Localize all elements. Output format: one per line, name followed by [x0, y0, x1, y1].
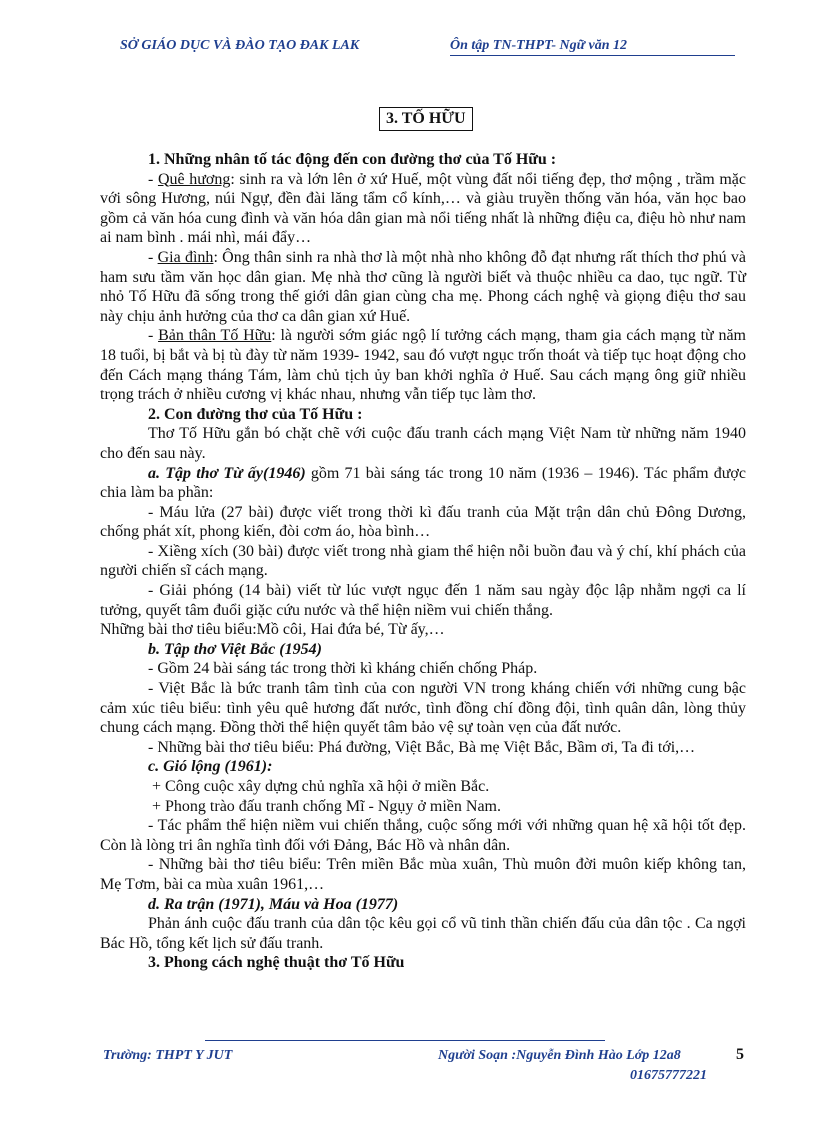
subsection-b-title: b. Tập thơ Việt Bắc (1954) — [148, 640, 322, 658]
section-3-heading: 3. Phong cách nghệ thuật thơ Tố Hữu — [148, 954, 405, 972]
subsection-a-title: a. Tập thơ Từ ấy(1946) — [148, 464, 306, 482]
subsection-b-poems: - Những bài thơ tiêu biểu: Phá đường, Việt Bắc, Bà mẹ Việt Bắc, Bầm ơi, Ta đi tới,… — [148, 738, 696, 756]
footer-author: Người Soạn :Nguyễn Đình Hào Lớp 12a8 — [438, 1048, 681, 1063]
label-ban-than: Bản thân Tố Hữu — [158, 327, 272, 345]
document-body — [100, 150, 746, 973]
subsection-c-poems: - Những bài thơ tiêu biểu: Trên miền Bắc mùa xuân, Thù muôn đời muôn kiếp không tan, Mẹ Tơm, bài ca mùa xuân 1961,… — [100, 856, 746, 893]
subsection-a-poems: Những bài thơ tiêu biểu:Mồ côi, Hai đứa bé, Từ ấy,… — [100, 621, 445, 639]
paragraph-gia-dinh — [100, 248, 746, 326]
section-2-heading: 2. Con đường thơ của Tố Hữu : — [148, 405, 363, 423]
footer-phone: 01675777221 — [630, 1068, 707, 1083]
subsection-d-text: Phản ánh cuộc đấu tranh của dân tộc kêu gọi cổ vũ tinh thần chiến đấu của dân tộc . Ca ngợi Bác Hồ, tổng kết lịch sử đấu tranh. — [100, 915, 746, 952]
section-2-intro: Thơ Tố Hữu gắn bó chặt chẽ với cuộc đấu tranh cách mạng Việt Nam từ những năm 1940 cho đến sau này. — [100, 425, 746, 462]
page-number: 5 — [736, 1046, 744, 1063]
text-gia-dinh: : Ông thân sinh ra nhà thơ là một nhà nho không đỗ đạt nhưng rất thích thơ phú và ham sưu tầm văn học dân gian. Mẹ nhà thơ cũng là người biết và thuộc nhiều ca dao, tục ngữ. Từ nhỏ Tố Hữu đã sống trong thế giới dân gian cùng cha mẹ. Phong cách nghệ và giọng điệu thơ sau này chịu ảnh hưởng của thơ ca dân gian xứ Huế. — [100, 248, 746, 325]
subsection-c-title: c. Gió lộng (1961): — [148, 758, 273, 776]
subsection-d-title: d. Ra trận (1971), Máu và Hoa (1977) — [148, 895, 399, 913]
header-left-text: SỞ GIÁO DỤC VÀ ĐÀO TẠO ĐAK LAK — [120, 38, 360, 53]
paragraph-que-huong — [100, 170, 746, 248]
text-ban-than: : là người sớm giác ngộ lí tưởng cách mạng, tham gia cách mạng từ năm 18 tuổi, bị bắt và bị tù đày từ năm 1939- 1942, sau đó vượt ngục trốn thoát và tiếp tục hoạt động cho đến Cách mạng tháng Tám, làm chủ tịch ủy ban khởi nghĩa ở Huế. Sau cách mạng ông giữ nhiều trọng trách ở nhiều cương vị khác nhau, nhưng vẫn tiếp tục làm thơ. — [100, 327, 747, 404]
list-item: - Việt Bắc là bức tranh tâm tình của con người VN trong kháng chiến với những cung bậc cảm xúc tiêu biểu: tình yêu quê hương đất nước, tình đồng chí đồng đội, tình quân dân, lòng thủy chung cách mạng. Đồng thời thể hiện quyết tâm bảo vệ sự toàn vẹn của đất nước. — [100, 680, 746, 737]
list-item: - Giải phóng (14 bài) viết từ lúc vượt ngục đến 1 năm sau ngày độc lập nhằm ngợi ca lí tưởng, quyết tâm đuổi giặc cứu nước và thể hiện niềm vui chiến thắng. — [100, 582, 746, 619]
list-item: - Tác phẩm thể hiện niềm vui chiến thắng, cuộc sống mới với những quan hệ xã hội tốt đẹp. Còn là lòng tri ân nghĩa tình đối với Đảng, Bác Hồ và nhân dân. — [100, 817, 746, 854]
list-item: + Công cuộc xây dựng chủ nghĩa xã hội ở miền Bắc. — [152, 778, 490, 795]
dash: - — [148, 170, 158, 188]
dash: - — [148, 248, 158, 266]
list-item: - Máu lửa (27 bài) được viết trong thời kì đấu tranh của Mặt trận dân chủ Đông Dương, chống phát xít, phong kiến, đòi cơm áo, hòa bình… — [100, 503, 746, 541]
label-que-huong: Quê hương — [157, 170, 231, 188]
list-item: + Phong trào đấu tranh chống Mĩ - Ngụy ở miền Nam. — [152, 797, 501, 815]
paragraph-ban-than — [100, 326, 746, 404]
footer-divider — [205, 1040, 605, 1041]
text-que-huong: : sinh ra và lớn lên ở xứ Huế, một vùng đất nổi tiếng đẹp, thơ mộng , trầm mặc với sông Hương, núi Ngự, đền đài lăng tẩm cổ kính,… và giàu truyền thống văn hóa, văn học bao gồm cả văn hóa cung đình và văn hóa dân gian mà nổi tiếng nhất là những điệu ca, điệu hò như nam ai nam bình . mái nhì, mái đẩy… — [100, 170, 747, 247]
label-gia-dinh: Gia đình — [157, 248, 214, 266]
list-item: - Xiềng xích (30 bài) được viết trong nhà giam thể hiện nỗi buồn đau và ý chí, khí phách của người chiến sĩ cách mạng. — [100, 542, 746, 580]
subsection-a-text: gồm 71 bài sáng tác trong 10 năm (1936 – 1946). Tác phẩm được chia làm ba phần: — [100, 464, 746, 502]
list-item: - Gồm 24 bài sáng tác trong thời kì kháng chiến chống Pháp. — [148, 660, 538, 678]
subsection-a — [100, 464, 746, 503]
page-title: 3. TỐ HỮU — [379, 107, 473, 131]
header-right-text: Ôn tập TN-THPT- Ngữ văn 12 — [450, 38, 735, 56]
dash: - — [148, 327, 159, 345]
footer-school: Trường: THPT Y JUT — [103, 1048, 233, 1063]
section-1-heading: 1. Những nhân tố tác động đến con đường thơ của Tố Hữu : — [148, 151, 557, 168]
